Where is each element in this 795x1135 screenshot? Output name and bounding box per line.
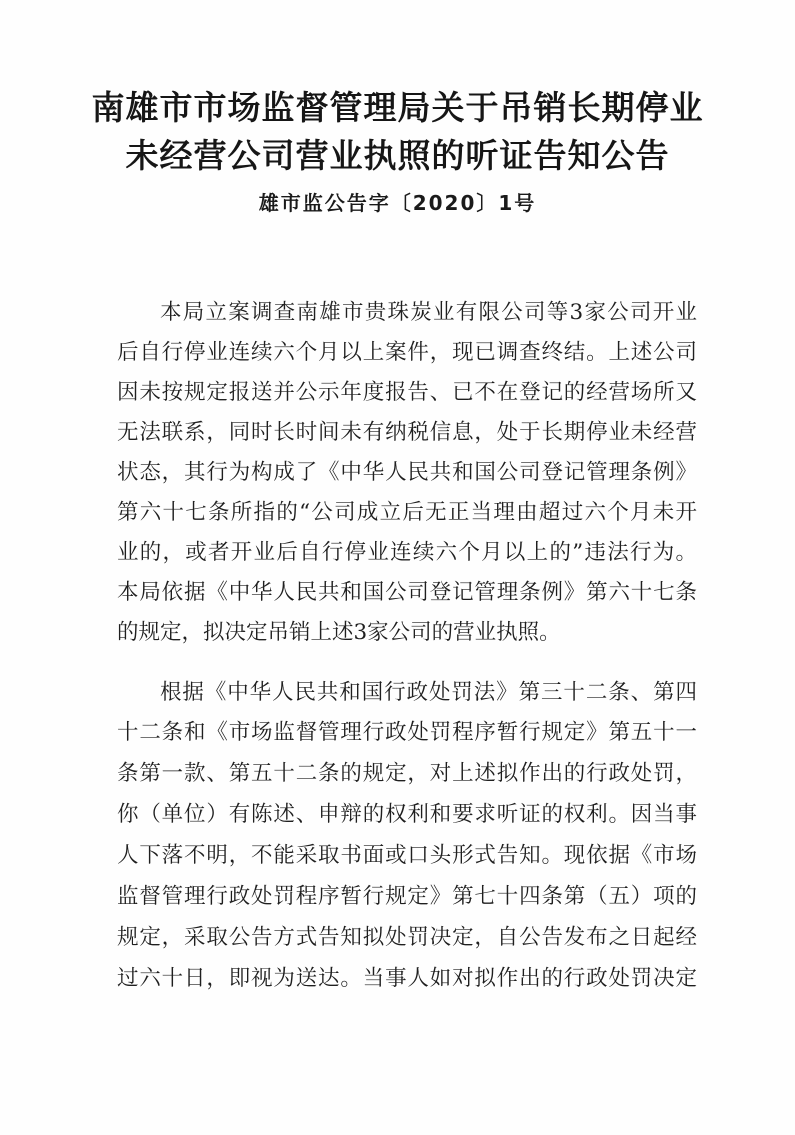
paragraph-line: 第六十七条所指的“公司成立后无正当理由超过六个月未开 [117, 500, 697, 525]
paragraph-line: 条第一款、第五十二条的规定，对上述拟作出的行政处罚， [117, 761, 697, 786]
document-number: 雄市监公告字〔2020〕1号 [258, 191, 537, 215]
paragraph-line: 监督管理行政处罚程序暂行规定》第七十四条第（五）项的 [117, 884, 697, 909]
paragraph-line: 十二条和《市场监督管理行政处罚程序暂行规定》第五十一 [117, 720, 697, 745]
paragraph-line: 本局依据《中华人民共和国公司登记管理条例》第六十七条 [117, 580, 697, 605]
paragraph-line: 无法联系，同时长时间未有纳税信息，处于长期停业未经营 [117, 420, 697, 445]
paragraph-line: 过六十日，即视为送达。当事人如对拟作出的行政处罚决定 [117, 966, 697, 991]
paragraph-line: 的规定，拟决定吊销上述3家公司的营业执照。 [117, 620, 561, 645]
paragraph-line: 状态，其行为构成了《中华人民共和国公司登记管理条例》 [117, 460, 697, 485]
paragraph-line: 规定，采取公告方式告知拟处罚决定，自公告发布之日起经 [117, 925, 697, 950]
paragraph-line: 你（单位）有陈述、申辩的权利和要求听证的权利。因当事 [117, 802, 697, 827]
paragraph-line: 因未按规定报送并公示年度报告、已不在登记的经营场所又 [117, 380, 697, 405]
paragraph-line: 人下落不明，不能采取书面或口头形式告知。现依据《市场 [117, 843, 697, 868]
paragraph-line: 本局立案调查南雄市贵珠炭业有限公司等3家公司开业 [160, 300, 697, 325]
document-title-line-2: 未经营公司营业执照的听证告知公告 [125, 136, 670, 175]
paragraph-line: 后自行停业连续六个月以上案件，现已调查终结。上述公司 [117, 340, 697, 365]
paragraph-line: 业的，或者开业后自行停业连续六个月以上的”违法行为。 [117, 540, 697, 565]
document-title-line-1: 南雄市市场监督管理局关于吊销长期停业 [91, 88, 704, 127]
paragraph-line: 根据《中华人民共和国行政处罚法》第三十二条、第四 [160, 680, 697, 705]
